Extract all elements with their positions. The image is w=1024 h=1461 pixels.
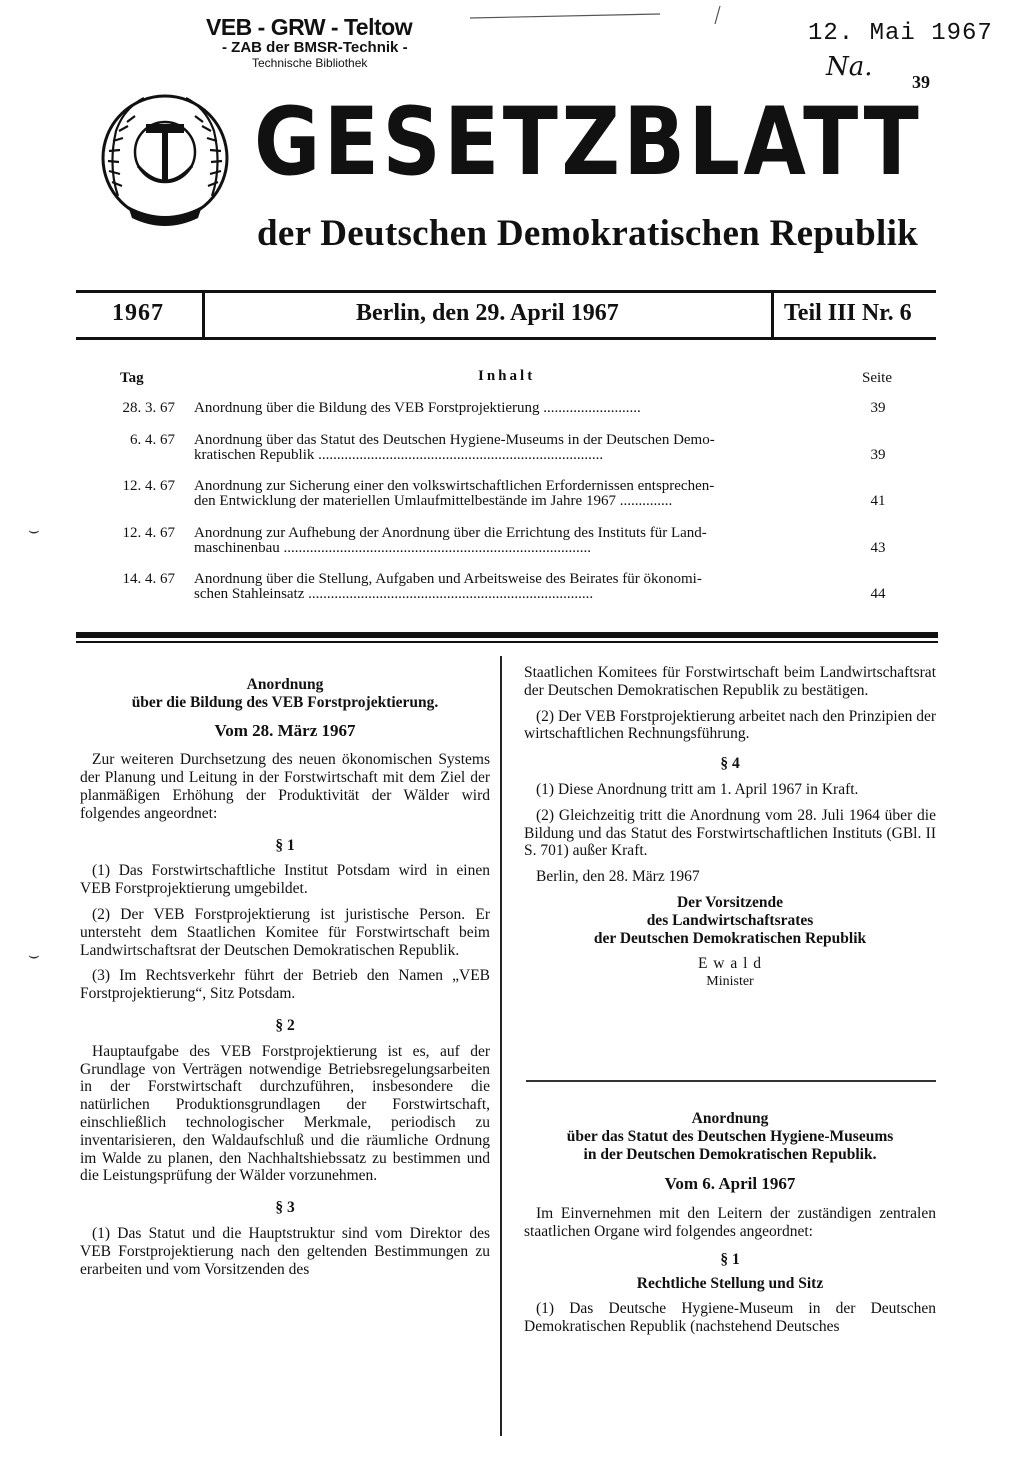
pencil-mark (470, 6, 730, 26)
toc-page: 41 (870, 493, 886, 509)
gdr-emblem-icon (98, 86, 232, 236)
toc-day: 6. 4. 67 (130, 432, 175, 448)
section-heading: § 3 (275, 1199, 295, 1217)
right-column-second-decree (524, 1110, 936, 1344)
section-divider (76, 641, 938, 643)
toc-page: 44 (870, 586, 886, 602)
paragraph: Im Einvernehmen mit den Leitern der zuständigen zentralen staatlichen Organe wird folgendes angeordnet: (524, 1205, 936, 1240)
toc-day: 14. 4. 67 (122, 571, 175, 587)
paragraph: Zur weiteren Durchsetzung des neuen ökonomischen Systems der Planung und Leitung in der Forstwirtschaft mit dem Ziel der planmäßigen Erhöhung der Produktivität der Wälder wird folgendes angeordnet: (80, 751, 490, 822)
toc-title: Anordnung über das Statut des Deutschen Hygiene-Museums in der Deutschen Demo- (194, 432, 715, 448)
handwritten-initials: Na. (826, 52, 873, 82)
signing-place-date: Berlin, den 28. März 1967 (536, 868, 700, 886)
info-divider (202, 293, 205, 337)
toc-title-cont: schen Stahleinsatz ............................................................................ (194, 586, 594, 602)
stamp-line-2: - ZAB der BMSR-Technik - (222, 39, 408, 56)
toc-day: 12. 4. 67 (122, 478, 175, 494)
decree-subtitle-2: über das Statut des Deutschen Hygiene-Museums (566, 1127, 894, 1145)
toc-title: Anordnung zur Aufhebung der Anordnung über die Errichtung des Instituts für Land- (194, 525, 707, 541)
paragraph: (1) Das Statut und die Hauptstruktur sind vom Direktor des VEB Forstprojektierung nach den geltenden Bestimmungen zu erarbeiten und vom Vorsitzenden des (80, 1224, 490, 1278)
paragraph: (2) Gleichzeitig tritt die Anordnung vom 28. Juli 1964 über die Bildung und das Statut des Forstwirtschaftlichen Instituts (GBl. II S. 701) außer Kraft. (524, 806, 936, 860)
decree-title-1: Anordnung (246, 676, 324, 693)
toc-title-cont: den Entwicklung der materiellen Umlaufmittelbestände im Jahre 1967 .............. (194, 493, 673, 509)
paragraph: (2) Der VEB Forstprojektierung ist juristische Person. Er untersteht dem Staatlichen Komitee für Forstwirtschaft beim Landwirtschaftsrat der Deutschen Demokratischen Republik. (80, 905, 490, 959)
toc-title-cont: maschinenbau .................................................................................. (194, 540, 592, 556)
column-divider (500, 656, 502, 1436)
info-divider (771, 293, 774, 337)
paragraph: (1) Diese Anordnung tritt am 1. April 1967 in Kraft. (536, 780, 859, 798)
paragraph: Hauptaufgabe des VEB Forstprojektierung ist es, auf der Grundlage von Verträgen notwendige Betriebsregelungsarbeiten in der Forstwirtschaft durchzuführen, insbesondere die natürlichen Produktionsgrundlagen der Forstwirtschaft, einschließlich technologischer Merkmale, periodisch zu inventarisieren, den Waldaufschluß und die räumliche Ordnung im Walde zu planen, den Nachhaltshiebssatz zu bestimmen und die Leistungsprüfung der Wälder vorzunehmen. (80, 1042, 490, 1185)
paragraph: (2) Der VEB Forstprojektierung arbeitet nach den Prinzipien der wirtschaftlichen Rechnungsführung. (524, 707, 937, 743)
section-divider (76, 632, 938, 638)
column-section-rule (526, 1080, 936, 1082)
section-heading: § 1 (720, 1250, 740, 1268)
decree-subtitle-2b: in der Deutschen Demokratischen Republik. (583, 1145, 877, 1163)
toc-day: 28. 3. 67 (122, 400, 175, 416)
toc-page: 39 (870, 400, 886, 416)
signature-line: der Deutschen Demokratischen Republik (593, 929, 867, 947)
issue-part: Teil III Nr. 6 (784, 300, 912, 326)
signature-line: Der Vorsitzende (676, 893, 784, 911)
toc-title: Anordnung zur Sicherung einer den volkswirtschaftlichen Erfordernissen entsprechen- (194, 478, 715, 494)
toc-header-content: Inhalt (478, 368, 536, 384)
signer-name: E w a l d (697, 955, 763, 973)
issue-info-bar (76, 290, 936, 340)
signature-line: des Landwirtschaftsrates (646, 911, 814, 929)
margin-tick-mark: ⌣ (28, 945, 40, 965)
toc-page: 43 (870, 540, 886, 556)
margin-tick-mark: ⌣ (28, 520, 40, 540)
masthead-title: GESETZBLATT (254, 88, 923, 197)
page-number: 39 (912, 72, 930, 92)
paragraph: (3) Im Rechtsverkehr führt der Betrieb den Namen „VEB Forstprojektierung“, Sitz Potsdam. (80, 967, 490, 1003)
toc-title: Anordnung über die Bildung des VEB Forstprojektierung .......................... (194, 400, 641, 416)
paragraph: (1) Das Deutsche Hygiene-Museum in der Deutschen Demokratischen Republik (nachstehend Deutsches (524, 1300, 936, 1336)
decree-date-1: Vom 28. März 1967 (214, 720, 356, 740)
left-column (80, 676, 490, 1286)
toc-day: 12. 4. 67 (122, 525, 175, 541)
signer-role: Minister (706, 974, 754, 990)
section-heading: § 2 (275, 1016, 295, 1034)
paragraph: (1) Das Forstwirtschaftliche Institut Potsdam wird in einen VEB Forstprojektierung umgebildet. (80, 862, 490, 898)
issue-year: 1967 (112, 300, 164, 326)
toc-title-cont: kratischen Republik ............................................................................ (194, 447, 604, 463)
section-heading: § 4 (720, 755, 740, 773)
toc-header-day: Tag (120, 370, 144, 386)
toc-title: Anordnung über die Stellung, Aufgaben und Arbeitsweise des Beirates für ökonomi- (194, 571, 702, 587)
received-date-stamp: 12. Mai 1967 (808, 20, 993, 47)
masthead-subtitle: der Deutschen Demokratischen Republik (257, 213, 919, 254)
decree-subtitle-1: über die Bildung des VEB Forstprojektierung. (131, 693, 439, 711)
decree-date-2: Vom 6. April 1967 (664, 1174, 796, 1194)
right-column (524, 664, 936, 991)
issue-date: Berlin, den 29. April 1967 (356, 300, 619, 326)
toc-page: 39 (870, 447, 886, 463)
toc-header-page: Seite (862, 370, 892, 386)
stamp-line-1: VEB - GRW - Teltow (206, 14, 413, 40)
section-subheading: Rechtliche Stellung und Sitz (636, 1274, 824, 1292)
decree-title-2: Anordnung (691, 1110, 769, 1127)
paragraph: Staatlichen Komitees für Forstwirtschaft beim Landwirtschaftsrat der Deutschen Demokratischen Republik zu bestätigen. (524, 664, 936, 699)
stamp-line-3: Technische Bibliothek (252, 56, 368, 70)
section-heading: § 1 (275, 836, 295, 854)
library-stamp (206, 14, 412, 70)
